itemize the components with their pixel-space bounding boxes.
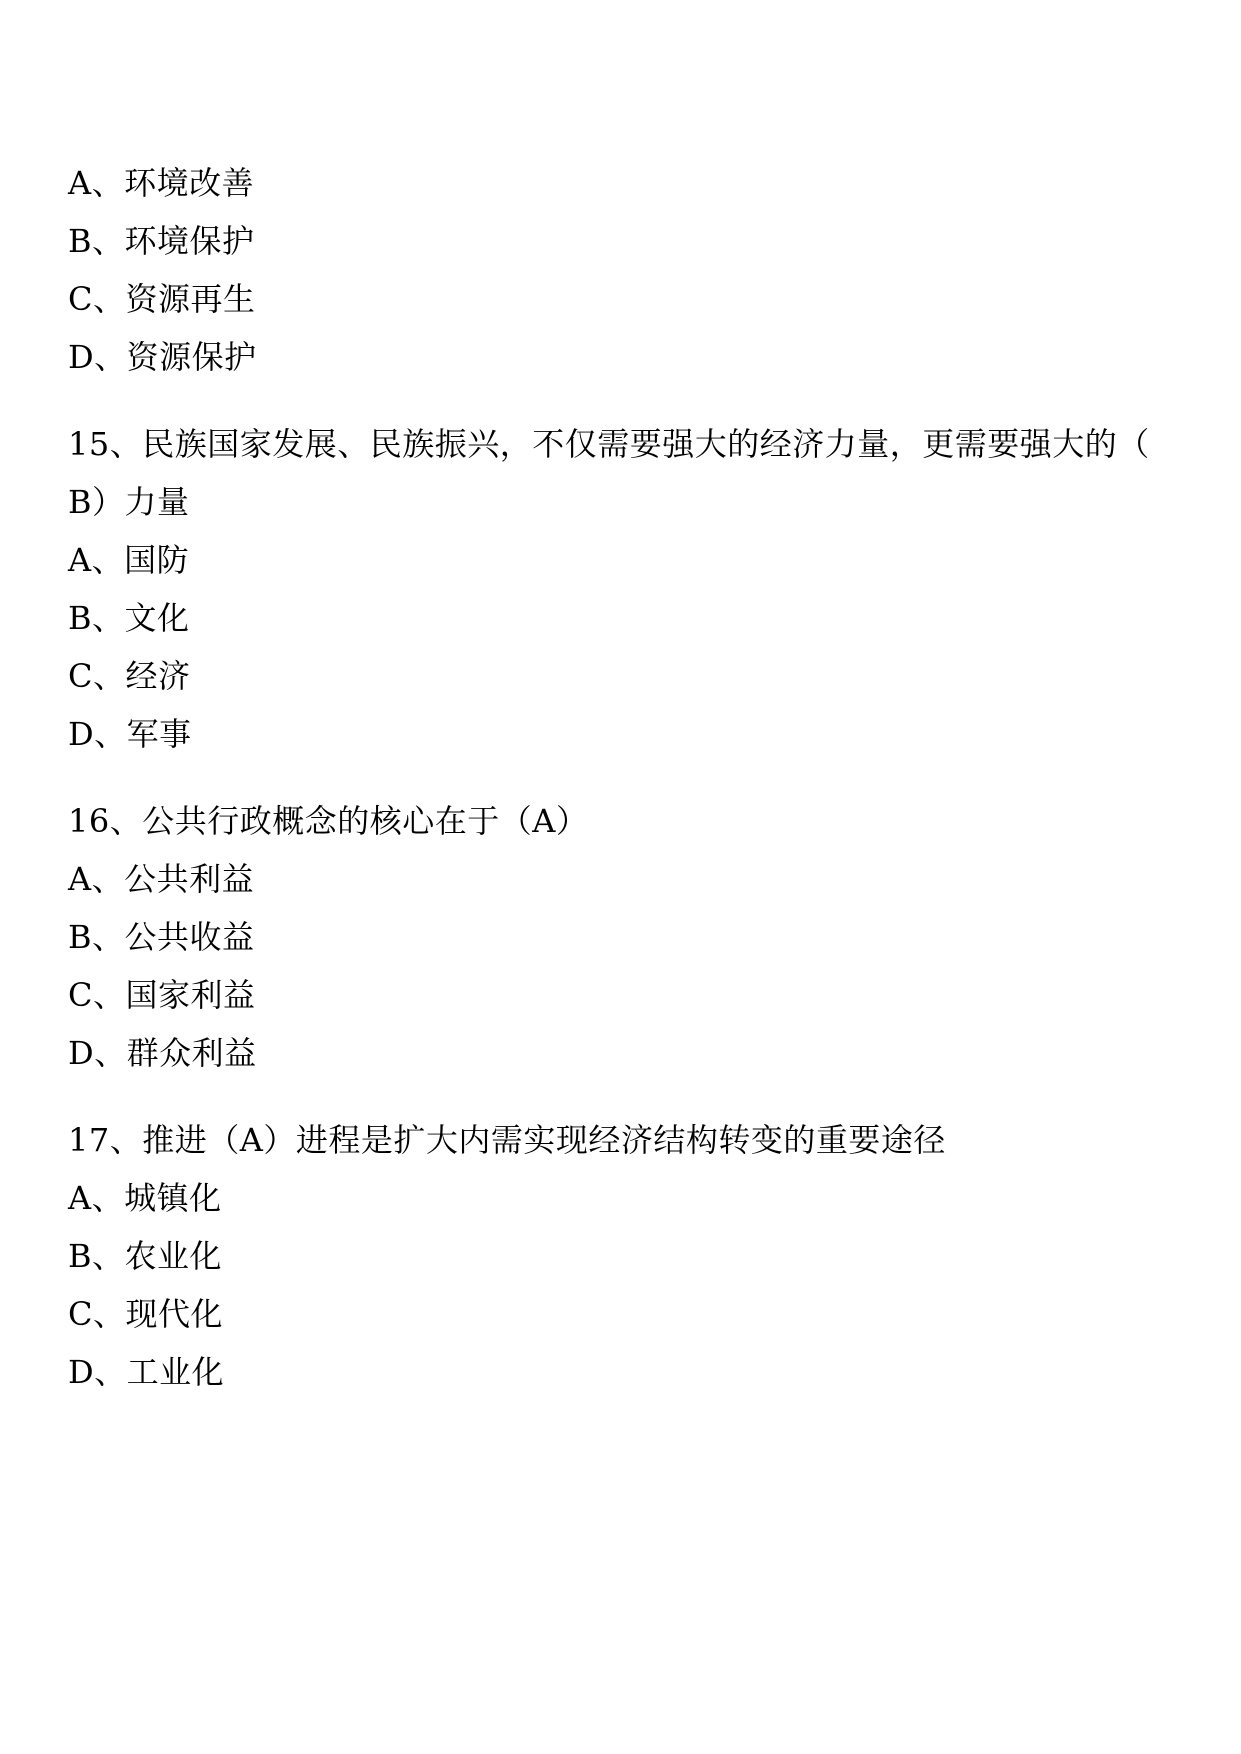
q17-option-d: D、工业化 (68, 1353, 225, 1391)
q15-option-d: D、军事 (68, 715, 192, 753)
q15-option-c: C、经济 (68, 657, 191, 695)
q16-option-b: B、公共收益 (68, 918, 255, 956)
q15-option-b: B、文化 (68, 599, 190, 637)
q16-option-a: A、公共利益 (68, 860, 255, 898)
q15-question-line1: 15、民族国家发展、民族振兴，不仅需要强大的经济力量，更需要强大的（ (68, 425, 1150, 463)
q17-option-a: A、城镇化 (68, 1179, 222, 1217)
q15-option-a: A、国防 (68, 541, 190, 579)
q17-option-b: B、农业化 (68, 1237, 223, 1275)
q14-option-b: B、环境保护 (68, 222, 255, 260)
q16-question: 16、公共行政概念的核心在于（A） (68, 802, 589, 840)
q16-option-c: C、国家利益 (68, 976, 256, 1014)
q14-option-d: D、资源保护 (68, 338, 257, 376)
q14-option-a: A、环境改善 (68, 164, 255, 202)
q17-question: 17、推进（A）进程是扩大内需实现经济结构转变的重要途径 (68, 1121, 946, 1159)
q14-option-c: C、资源再生 (68, 280, 256, 318)
q15-question-line2: B）力量 (68, 483, 190, 521)
q17-option-c: C、现代化 (68, 1295, 223, 1333)
q16-option-d: D、群众利益 (68, 1034, 257, 1072)
